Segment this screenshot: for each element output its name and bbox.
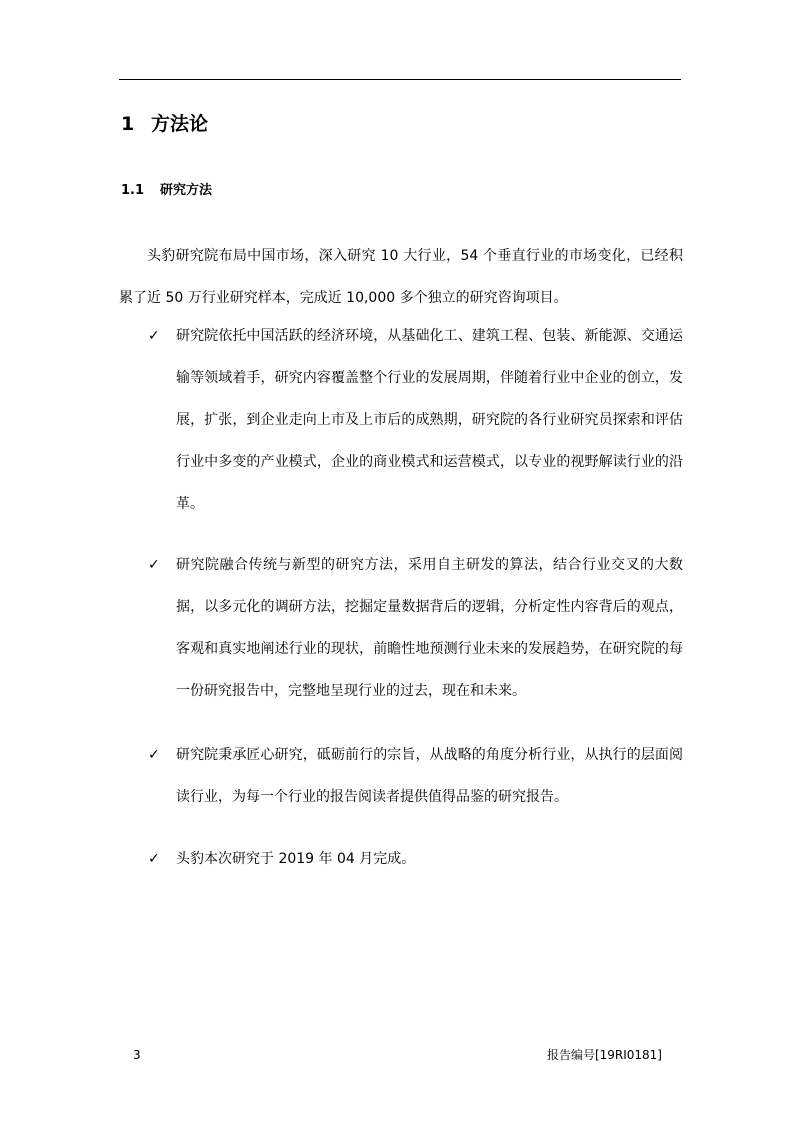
checkmark-icon: ✓ bbox=[148, 851, 160, 867]
header-rule bbox=[119, 79, 681, 80]
bullet-item bbox=[148, 838, 683, 880]
bullet-item bbox=[148, 734, 683, 818]
bullet-text: 研究院融合传统与新型的研究方法，采用自主研发的算法，结合行业交叉的大数据，以多元化的调研方法，挖掘定量数据背后的逻辑，分析定性内容背后的观点，客观和真实地阐述行业的现状，前瞻性地预测行业未来的发展趋势，在研究院的每一份研究报告中，完整地呈现行业的过去，现在和未来。 bbox=[176, 557, 683, 699]
checkmark-icon: ✓ bbox=[148, 747, 160, 763]
report-id: 报告编号[19RI0181] bbox=[546, 1048, 662, 1062]
bullet-text: 研究院依托中国活跃的经济环境，从基础化工、建筑工程、包装、新能源、交通运输等领域着手，研究内容覆盖整个行业的发展周期，伴随着行业中企业的创立，发展，扩张，到企业走向上市及上市后的成熟期，研究院的各行业研究员探索和评估行业中多变的产业模式，企业的商业模式和运营模式，以专业的视野解读行业的沿革。 bbox=[176, 328, 683, 512]
checkmark-icon: ✓ bbox=[148, 557, 160, 573]
intro-paragraph: 头豹研究院布局中国市场，深入研究 10 大行业，54 个垂直行业的市场变化，已经积累了近 50 万行业研究样本，完成近 10,000 多个独立的研究咨询项目。 bbox=[119, 248, 683, 306]
checkmark-icon: ✓ bbox=[148, 328, 160, 344]
subsection-number: 1.1 bbox=[121, 183, 145, 198]
section-number: 1 bbox=[121, 113, 135, 135]
section-heading bbox=[121, 109, 208, 139]
section-title: 方法论 bbox=[151, 113, 209, 135]
bullet-text: 研究院秉承匠心研究，砥砺前行的宗旨，从战略的角度分析行业，从执行的层面阅读行业，为每一个行业的报告阅读者提供值得品鉴的研究报告。 bbox=[176, 747, 683, 805]
bullet-item bbox=[148, 315, 683, 525]
page-number: 3 bbox=[133, 1048, 141, 1062]
bullet-text: 头豹本次研究于 2019 年 04 月完成。 bbox=[176, 851, 416, 867]
subsection-heading bbox=[121, 180, 212, 202]
bullet-item bbox=[148, 544, 683, 712]
subsection-title: 研究方法 bbox=[160, 183, 213, 198]
